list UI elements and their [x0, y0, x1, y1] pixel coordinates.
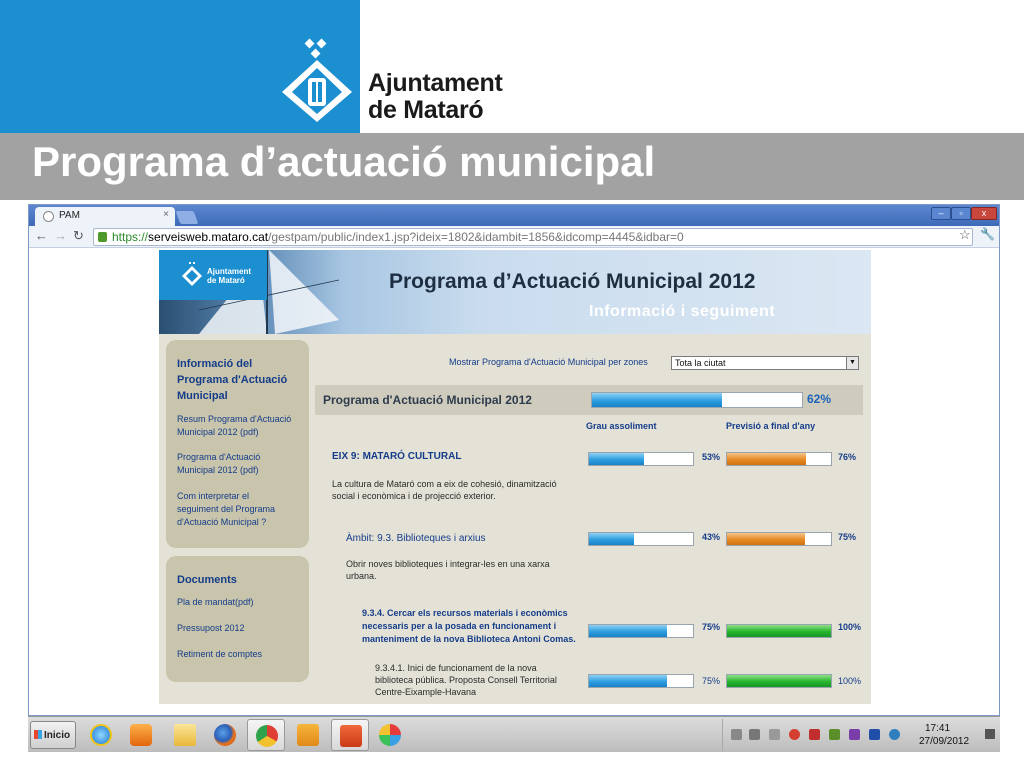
row-label-line: 9.3.4. Cercar els recursos materials i econòmics [362, 608, 568, 618]
link-line: Resum Programa d'Actuació [177, 414, 292, 424]
page-banner [159, 250, 871, 334]
row-desc-line: biblioteca pública. Proposta Consell Territorial [375, 675, 557, 685]
chrome-tray-icon[interactable] [789, 729, 800, 740]
tab-pam[interactable] [35, 207, 175, 226]
row-desc-line: Obrir noves biblioteques i integrar-les en una xarxa [346, 559, 550, 569]
folder-glyph [174, 724, 196, 746]
pam-web-page [159, 250, 871, 704]
row-ambit-description [346, 558, 550, 582]
row-objective-grau-bar [588, 624, 694, 638]
link-line: Municipal 2012 (pdf) [177, 427, 259, 437]
powerpoint-icon[interactable] [331, 719, 369, 751]
slide-title: Programa d’actuació municipal [32, 138, 656, 185]
paint-icon[interactable] [371, 719, 409, 751]
sidebar-info-box [166, 340, 309, 548]
bookmark-star-icon[interactable]: ☆ [959, 227, 971, 242]
ie-glyph [90, 724, 112, 746]
row-action-previsio-bar [726, 674, 832, 688]
row-desc-line: urbana. [346, 571, 377, 581]
media-player-icon[interactable] [122, 719, 160, 751]
grau-fill [589, 625, 667, 637]
grau-fill [589, 675, 667, 687]
slide-header [0, 0, 1024, 133]
zone-select[interactable] [671, 356, 859, 370]
windows-taskbar [28, 716, 1000, 752]
file-explorer-icon[interactable] [166, 719, 204, 751]
row-eix-grau-bar [588, 452, 694, 466]
wrench-menu-icon[interactable]: 🔧 [980, 227, 995, 241]
previsio-fill [727, 453, 806, 465]
browser-viewport [29, 249, 999, 715]
row-label-line: Àmbit: 9.3. Biblioteques i arxius [346, 533, 486, 544]
outlook-glyph [297, 724, 319, 746]
link-pla-de-mandat[interactable]: Pla de mandat(pdf) [177, 597, 254, 607]
minimize-button[interactable]: – [931, 207, 951, 220]
row-eix-description [332, 478, 557, 502]
link-line: Municipal 2012 (pdf) [177, 465, 259, 475]
lock-icon [98, 232, 107, 242]
url-path: /gestpam/public/index1.jsp?ideix=1802&idambit=1856&idcomp=4445&idbar=0 [268, 230, 684, 244]
ajuntament-emblem-icon [278, 38, 356, 124]
sidebar-documents-box [166, 556, 309, 682]
grau-fill [589, 453, 644, 465]
show-desktop-button[interactable] [985, 729, 995, 739]
row-ambit-previsio-bar [726, 532, 832, 546]
link-resum-pam-pdf[interactable] [177, 413, 291, 439]
row-ambit-grau-bar [588, 532, 694, 546]
column-previsio-final-any: Previsió a final d'any [726, 421, 816, 431]
row-action-description [375, 662, 557, 698]
org-name-line2: de Mataró [368, 96, 484, 124]
row-desc-line: social i econòmica i de projecció exterior. [332, 491, 496, 501]
clock-time[interactable]: 17:41 [925, 723, 951, 734]
ajuntament-emblem-small-icon [181, 262, 203, 286]
row-objective-previsio-pct: 100% [838, 622, 862, 632]
reload-icon[interactable]: ↻ [73, 228, 84, 243]
firefox-glyph [214, 724, 236, 746]
url-host: serveisweb.mataro.cat [148, 230, 269, 244]
previsio-fill [727, 675, 831, 687]
firefox-icon[interactable] [206, 719, 244, 751]
row-eix-label[interactable] [332, 450, 461, 463]
volume-icon[interactable] [769, 729, 780, 740]
battery-icon[interactable] [749, 729, 760, 740]
link-line: Com interpretar el [177, 491, 250, 501]
row-ambit-label[interactable] [346, 532, 486, 545]
chrome-glyph [256, 725, 278, 747]
zone-select-value: Tota la ciutat [675, 358, 726, 368]
row-objective-previsio-bar [726, 624, 832, 638]
grau-fill [589, 533, 634, 545]
page-logo-line2: de Mataró [207, 276, 245, 285]
browser-toolbar [29, 226, 999, 248]
network-signal-icon[interactable] [731, 729, 742, 740]
page-logo-text [207, 267, 251, 285]
sidebar-info-heading[interactable] [177, 356, 287, 404]
maximize-button[interactable]: ▫ [951, 207, 971, 220]
internet-explorer-icon[interactable] [82, 719, 120, 751]
row-objective-label[interactable] [362, 607, 576, 646]
row-action-grau-pct: 75% [702, 676, 721, 686]
address-bar[interactable] [93, 228, 973, 246]
row-action-previsio-pct: 100% [838, 676, 862, 686]
sidebar-documents-heading: Documents [177, 574, 237, 586]
zone-filter-label: Mostrar Programa d'Actuació Municipal per zones [449, 357, 648, 367]
page-favicon-icon [43, 211, 54, 222]
row-action-grau-bar [588, 674, 694, 688]
row-eix-previsio-bar [726, 452, 832, 466]
total-label: Programa d'Actuació Municipal 2012 [323, 393, 532, 407]
row-desc-line: La cultura de Mataró com a eix de cohesió, dinamització [332, 479, 557, 489]
banner-title: Programa d’Actuació Municipal 2012 [389, 270, 756, 293]
banner-subtitle: Informació i seguiment [589, 303, 776, 320]
start-label: Inicio [44, 730, 71, 741]
url-scheme: https:// [112, 230, 149, 244]
row-label-line: EIX 9: MATARÓ CULTURAL [332, 451, 462, 462]
outlook-icon[interactable] [289, 719, 327, 751]
link-line: d'Actuació Municipal ? [177, 517, 267, 527]
organization-name [368, 70, 503, 124]
windows-logo-icon [34, 730, 42, 739]
link-pam-pdf[interactable] [177, 451, 260, 477]
forward-arrow-icon[interactable]: → [54, 228, 67, 243]
page-logo-line1: Ajuntament [207, 267, 251, 276]
network-globe-icon[interactable] [889, 729, 900, 740]
row-eix-previsio-pct: 76% [838, 452, 857, 462]
link-pressupost-2012[interactable]: Pressupost 2012 [177, 623, 245, 633]
chevron-down-icon[interactable]: ▼ [846, 357, 858, 369]
row-objective-grau-pct: 75% [702, 622, 721, 632]
total-progress-fill [592, 393, 722, 407]
link-line: seguiment del Programa [177, 504, 276, 514]
row-label-line: manteniment de la nova Biblioteca Antoni Comas. [362, 634, 576, 644]
acrobat-tray-icon[interactable] [809, 729, 820, 740]
row-ambit-previsio-pct: 75% [838, 532, 857, 542]
sidebar-info-heading-line: Programa d'Actuació [177, 374, 288, 386]
total-progress-row [315, 385, 863, 415]
previsio-fill [727, 625, 831, 637]
sidebar-info-heading-line: Informació del [177, 358, 253, 370]
sidebar-info-heading-line: Municipal [177, 390, 228, 402]
new-tab-button[interactable] [176, 211, 199, 224]
start-button[interactable] [30, 721, 76, 749]
link-interpretar-seguiment[interactable] [177, 490, 275, 529]
row-label-line: necessaris per a la posada en funcionament i [362, 621, 557, 631]
browser-window [28, 204, 1000, 716]
link-line: Programa d'Actuació [177, 452, 261, 462]
total-progress-bar [591, 392, 803, 408]
row-ambit-grau-pct: 43% [702, 532, 721, 542]
back-arrow-icon[interactable]: ← [35, 228, 48, 243]
org-name-line1: Ajuntament [368, 69, 503, 97]
page-logo[interactable] [159, 250, 267, 300]
tab-strip [29, 205, 999, 226]
row-desc-line: 9.3.4.1. Inici de funcionament de la nova [375, 663, 537, 673]
row-desc-line: Centre-Eixample-Havana [375, 687, 477, 697]
row-eix-grau-pct: 53% [702, 452, 721, 462]
tab-close-icon[interactable]: × [163, 209, 169, 220]
previsio-fill [727, 533, 805, 545]
onenote-tray-icon[interactable] [849, 729, 860, 740]
link-retiment-de-comptes[interactable]: Retiment de comptes [177, 649, 263, 659]
bluetooth-icon[interactable] [869, 729, 880, 740]
powerpoint-glyph [340, 725, 362, 747]
tab-title: PAM [59, 210, 80, 221]
paint-glyph [379, 724, 401, 746]
app-tray-icon[interactable] [829, 729, 840, 740]
close-window-button[interactable]: x [971, 207, 997, 220]
total-percentage: 62% [807, 392, 832, 406]
chrome-icon[interactable] [247, 719, 285, 751]
system-tray [722, 719, 998, 751]
column-grau-assoliment: Grau assoliment [586, 421, 657, 431]
media-glyph [130, 724, 152, 746]
clock-date[interactable]: 27/09/2012 [919, 736, 970, 747]
